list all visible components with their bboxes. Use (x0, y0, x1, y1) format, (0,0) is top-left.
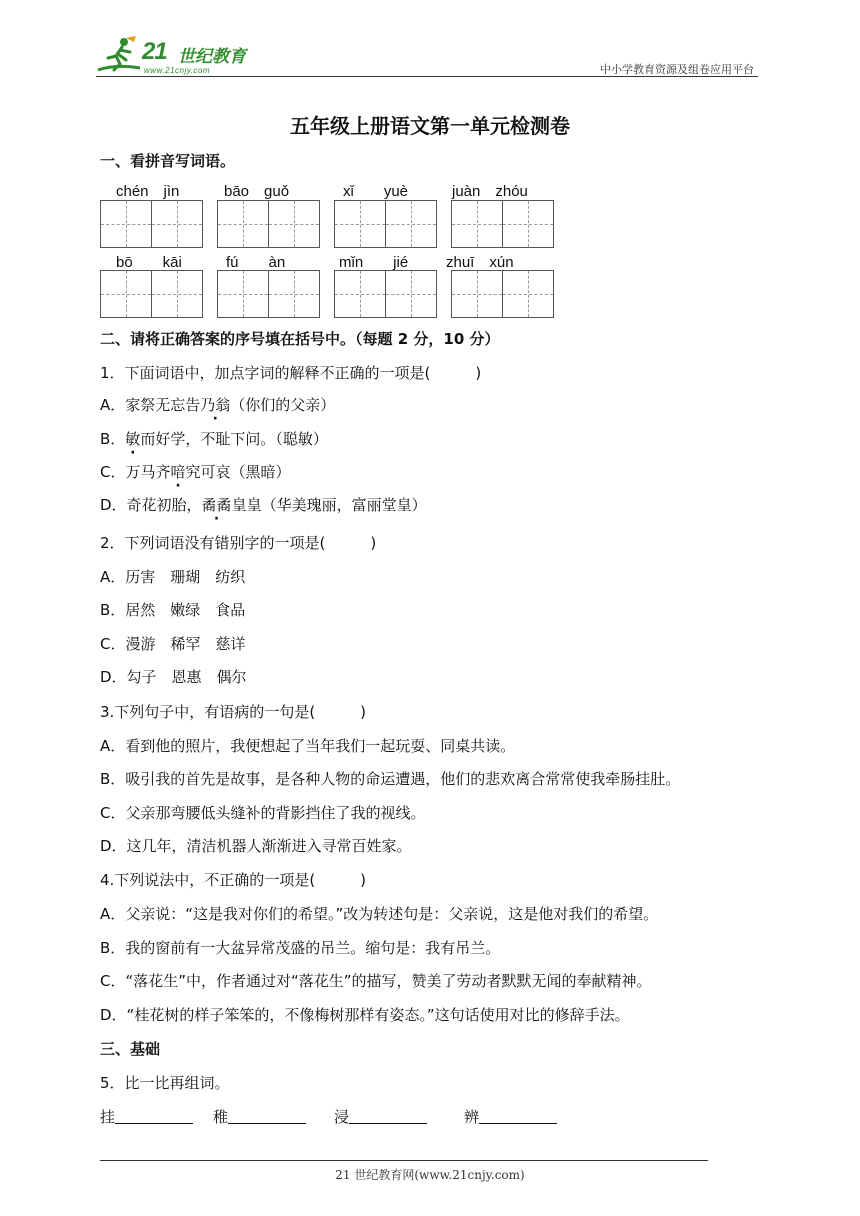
grid-cell[interactable] (451, 270, 503, 318)
option-d[interactable]: D．这几年，清洁机器人渐渐进入寻常百姓家。 (100, 837, 412, 855)
pinyin-label: mǐn jié (339, 254, 409, 271)
base-char: 挂 (100, 1108, 116, 1126)
section-1-heading: 一、看拼音写词语。 (100, 152, 236, 170)
grid-cell[interactable] (334, 200, 386, 248)
option-a[interactable]: A．历害 珊瑚 纺织 (100, 568, 246, 586)
question-stem: 3.下列句子中，有语病的一句是( ) (100, 703, 367, 721)
writing-grid[interactable] (100, 200, 202, 248)
option-text: （你们的父亲） (230, 396, 336, 414)
grid-cell[interactable] (268, 200, 320, 248)
base-char: 辨 (464, 1108, 480, 1126)
blank-line[interactable] (479, 1109, 557, 1124)
platform-name: 中小学教育资源及组卷应用平台 (600, 63, 754, 76)
pinyin-label: fú àn (226, 254, 286, 271)
pinyin-label: xǐ yuè (343, 183, 409, 200)
base-char: 稚 (213, 1108, 229, 1126)
option-b[interactable] (100, 428, 328, 449)
pinyin-label: chén jìn (116, 183, 180, 200)
grid-cell[interactable] (502, 200, 554, 248)
logo-text: 世纪教育 (178, 47, 246, 67)
option-c[interactable]: C．漫游 稀罕 慈详 (100, 635, 246, 653)
option-text: D．奇花初胎， (100, 496, 202, 514)
grid-cell[interactable] (100, 200, 152, 248)
section-3-heading: 三、基础 (100, 1040, 161, 1058)
writing-grid[interactable] (334, 200, 436, 248)
grid-cell[interactable] (502, 270, 554, 318)
option-text: A．家祭无忘告 (100, 396, 201, 414)
logo-url: www.21cnjy.com (144, 66, 210, 75)
writing-grid[interactable] (451, 200, 553, 248)
grid-cell[interactable] (151, 200, 203, 248)
question-stem: 2．下列词语没有错别字的一项是( ) (100, 534, 377, 552)
option-a[interactable]: A．父亲说：“这是我对你们的希望。”改为转述句是：父亲说，这是他对我们的希望。 (100, 905, 659, 923)
dotted-char: 喑 (170, 463, 186, 481)
blank-line[interactable] (349, 1109, 427, 1124)
option-d[interactable] (100, 494, 427, 515)
option-b[interactable]: B．吸引我的首先是故事，是各种人物的命运遭遇，他们的悲欢离合常常使我牵肠挂肚。 (100, 770, 681, 788)
option-text: C．万马齐 (100, 463, 171, 481)
question-stem: 4.下列说法中，不正确的一项是( ) (100, 871, 367, 889)
grid-cell[interactable] (451, 200, 503, 248)
runner-logo-icon (96, 34, 144, 78)
writing-grid[interactable] (334, 270, 436, 318)
option-c[interactable]: C．父亲那弯腰低头缝补的背影挡住了我的视线。 (100, 804, 426, 822)
footer-divider (100, 1160, 708, 1161)
pinyin-label: bō kāi (116, 254, 182, 271)
pinyin-label: juàn zhóu (452, 183, 528, 200)
option-b[interactable]: B．居然 嫩绿 食品 (100, 601, 246, 619)
page-header (96, 34, 758, 78)
word-blank[interactable] (213, 1106, 306, 1127)
option-text: B． (100, 430, 126, 448)
section-2-heading: 二、请将正确答案的序号填在括号中。（每题 2 分，10 分） (100, 330, 500, 348)
option-a[interactable]: A．看到他的照片，我便想起了当年我们一起玩耍、同桌共读。 (100, 737, 516, 755)
grid-cell[interactable] (385, 270, 437, 318)
grid-cell[interactable] (268, 270, 320, 318)
grid-cell[interactable] (217, 270, 269, 318)
option-d[interactable]: D．勾子 恩惠 偶尔 (100, 668, 247, 686)
word-blank[interactable] (464, 1106, 557, 1127)
pinyin-label: zhuī xún (446, 254, 514, 271)
word-blank[interactable] (334, 1106, 427, 1127)
grid-cell[interactable] (151, 270, 203, 318)
question-stem: 5．比一比再组词。 (100, 1074, 230, 1092)
option-c[interactable]: C．“落花生”中，作者通过对“落花生”的描写，赞美了劳动者默默无闻的奉献精神。 (100, 972, 652, 990)
dotted-char: 敏 (125, 430, 141, 448)
dotted-char: 乃翁 (200, 396, 231, 414)
writing-grid[interactable] (217, 270, 319, 318)
word-blank[interactable] (100, 1106, 193, 1127)
option-b[interactable]: B．我的窗前有一大盆异常茂盛的吊兰。缩句是：我有吊兰。 (100, 939, 501, 957)
logo (96, 34, 266, 78)
blank-line[interactable] (115, 1109, 193, 1124)
option-text: 究可哀（黑暗） (185, 463, 291, 481)
dotted-char: 矞矞 (201, 496, 232, 514)
blank-line[interactable] (228, 1109, 306, 1124)
question-stem: 1．下面词语中，加点字词的解释不正确的一项是( ) (100, 364, 482, 382)
page-title: 五年级上册语文第一单元检测卷 (290, 114, 570, 138)
option-text: 皇皇（华美瑰丽，富丽堂皇） (231, 496, 427, 514)
option-text: 而好学，不耻下问。（聪敏） (140, 430, 328, 448)
header-divider (96, 76, 758, 77)
grid-cell[interactable] (385, 200, 437, 248)
grid-cell[interactable] (334, 270, 386, 318)
pinyin-label: bāo guǒ (224, 183, 290, 200)
writing-grid[interactable] (451, 270, 553, 318)
option-c[interactable] (100, 461, 291, 482)
logo-number: 21 (142, 38, 167, 65)
writing-grid[interactable] (217, 200, 319, 248)
grid-cell[interactable] (217, 200, 269, 248)
base-char: 浸 (334, 1108, 350, 1126)
writing-grid[interactable] (100, 270, 202, 318)
footer-text: 21 世纪教育网(www.21cnjy.com) (335, 1168, 525, 1182)
option-a[interactable] (100, 394, 335, 415)
grid-cell[interactable] (100, 270, 152, 318)
option-d[interactable]: D．“桂花树的样子笨笨的，不像梅树那样有姿态。”这句话使用对比的修辞手法。 (100, 1006, 630, 1024)
